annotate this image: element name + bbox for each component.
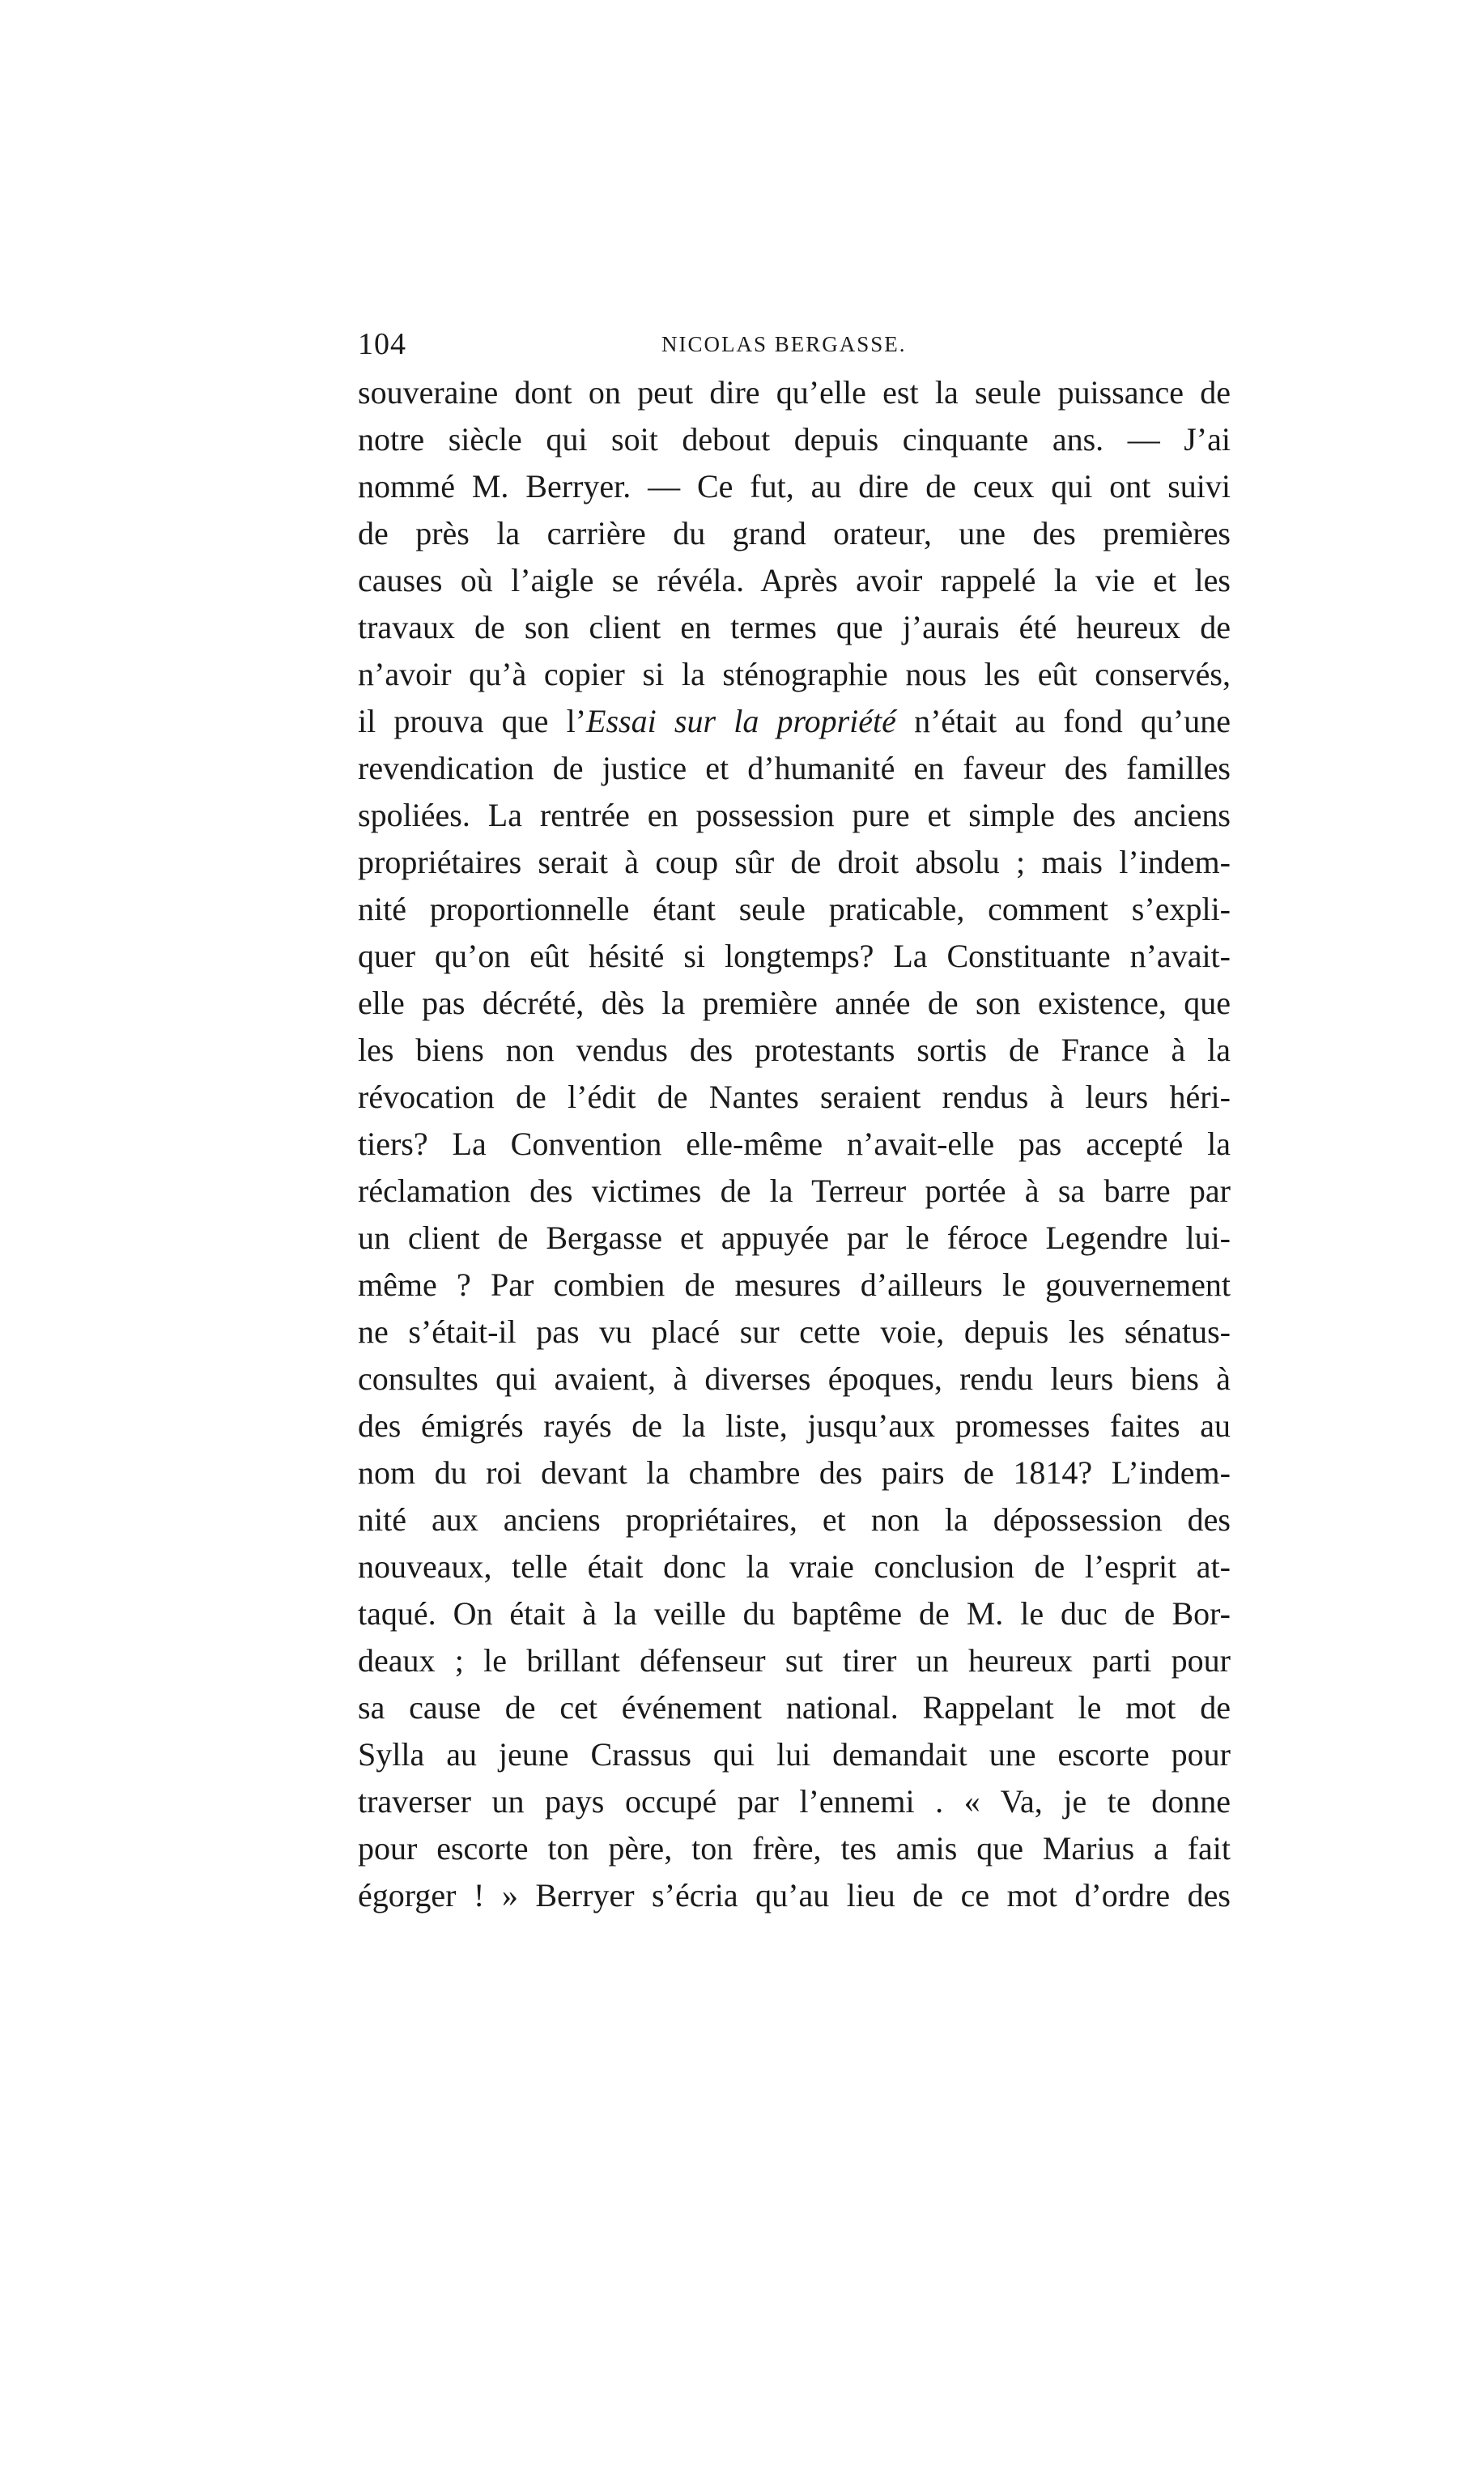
text-segment: il prouva que l’ (358, 703, 587, 739)
text-line (358, 1309, 1231, 1356)
text-segment: elle pas décrété, dès la première année de son existence, que (358, 985, 1231, 1021)
text-segment: nité proportionnelle étant seule praticable, comment s’expli- (358, 891, 1231, 927)
text-segment: consultes qui avaient, à diverses époques, rendu leurs biens à (358, 1360, 1231, 1397)
text-line (358, 1168, 1231, 1215)
text-segment: nouveaux, telle était donc la vraie conclusion de l’esprit at- (358, 1548, 1231, 1585)
text-line (358, 369, 1231, 416)
text-line (358, 416, 1231, 463)
text-line (358, 1403, 1231, 1449)
text-line (358, 980, 1231, 1027)
text-line (358, 651, 1231, 698)
text-line (358, 510, 1231, 557)
text-segment: taqué. On était à la veille du baptême de M. le duc de Bor- (358, 1595, 1231, 1632)
text-line (358, 1496, 1231, 1543)
text-segment: causes où l’aigle se révéla. Après avoir rappelé la vie et les (358, 562, 1231, 598)
text-segment: traverser un pays occupé par l’ennemi . « Va, je te donne (358, 1783, 1231, 1820)
running-title: NICOLAS BERGASSE. (661, 332, 907, 356)
text-segment: même ? Par combien de mesures d’ailleurs le gouvernement (358, 1266, 1231, 1303)
text-line (358, 745, 1231, 792)
text-segment: de près la carrière du grand orateur, une des premières (358, 515, 1231, 551)
body-text (358, 369, 1231, 1919)
text-line (358, 1543, 1231, 1590)
text-segment: révocation de l’édit de Nantes seraient rendus à leurs héri- (358, 1079, 1231, 1115)
text-line (358, 1590, 1231, 1637)
text-segment: travaux de son client en termes que j’aurais été heureux de (358, 609, 1231, 645)
text-segment: propriétaires serait à coup sûr de droit absolu ; mais l’indem- (358, 844, 1231, 880)
text-line (358, 1449, 1231, 1496)
text-segment: souveraine dont on peut dire qu’elle est la seule puissance de (358, 374, 1231, 411)
text-segment: nom du roi devant la chambre des pairs de 1814? L’indem- (358, 1454, 1231, 1491)
text-line (358, 792, 1231, 839)
text-line (358, 1731, 1231, 1778)
text-segment: quer qu’on eût hésité si longtemps? La Constituante n’avait- (358, 938, 1231, 974)
italic-title: Essai sur la propriété (586, 703, 896, 739)
text-line (358, 1356, 1231, 1403)
text-segment: sa cause de cet événement national. Rappelant le mot de (358, 1689, 1231, 1726)
text-segment: revendication de justice et d’humanité en faveur des familles (358, 750, 1231, 786)
text-line (358, 557, 1231, 604)
text-segment: tiers? La Convention elle-même n’avait-elle pas accepté la (358, 1126, 1231, 1162)
text-segment: n’était au fond qu’une (895, 703, 1231, 739)
text-segment: notre siècle qui soit debout depuis cinquante ans. — J’ai (358, 421, 1231, 458)
text-line (358, 1872, 1231, 1919)
text-line (358, 1027, 1231, 1074)
text-line (358, 1074, 1231, 1121)
text-line (358, 933, 1231, 980)
text-line (358, 698, 1231, 745)
text-line (358, 886, 1231, 933)
text-segment: réclamation des victimes de la Terreur portée à sa barre par (358, 1173, 1231, 1209)
text-line (358, 1215, 1231, 1262)
text-segment: spoliées. La rentrée en possession pure et simple des anciens (358, 797, 1231, 833)
text-line (358, 1637, 1231, 1684)
text-segment: nité aux anciens propriétaires, et non la dépossession des (358, 1501, 1231, 1538)
text-segment: pour escorte ton père, ton frère, tes amis que Marius a fait (358, 1830, 1231, 1867)
text-line (358, 839, 1231, 886)
text-segment: deaux ; le brillant défenseur sut tirer un heureux parti pour (358, 1642, 1231, 1679)
page-number: 104 (358, 327, 406, 361)
text-line (358, 1262, 1231, 1309)
text-segment: n’avoir qu’à copier si la sténographie nous les eût conservés, (358, 656, 1231, 692)
text-segment: nommé M. Berryer. — Ce fut, au dire de ceux qui ont suivi (358, 468, 1231, 504)
text-segment: des émigrés rayés de la liste, jusqu’aux promesses faites au (358, 1407, 1231, 1444)
text-line (358, 463, 1231, 510)
running-head (358, 324, 1231, 364)
text-line (358, 1121, 1231, 1168)
text-segment: un client de Bergasse et appuyée par le féroce Legendre lui- (358, 1220, 1231, 1256)
text-segment: les biens non vendus des protestants sortis de France à la (358, 1032, 1231, 1068)
text-line (358, 1778, 1231, 1825)
text-segment: ne s’était-il pas vu placé sur cette voie, depuis les sénatus- (358, 1313, 1231, 1350)
text-line (358, 1825, 1231, 1872)
text-segment: Sylla au jeune Crassus qui lui demandait une escorte pour (358, 1736, 1231, 1773)
text-line (358, 604, 1231, 651)
text-segment: égorger ! » Berryer s’écria qu’au lieu de ce mot d’ordre des (358, 1877, 1231, 1913)
text-line (358, 1684, 1231, 1731)
